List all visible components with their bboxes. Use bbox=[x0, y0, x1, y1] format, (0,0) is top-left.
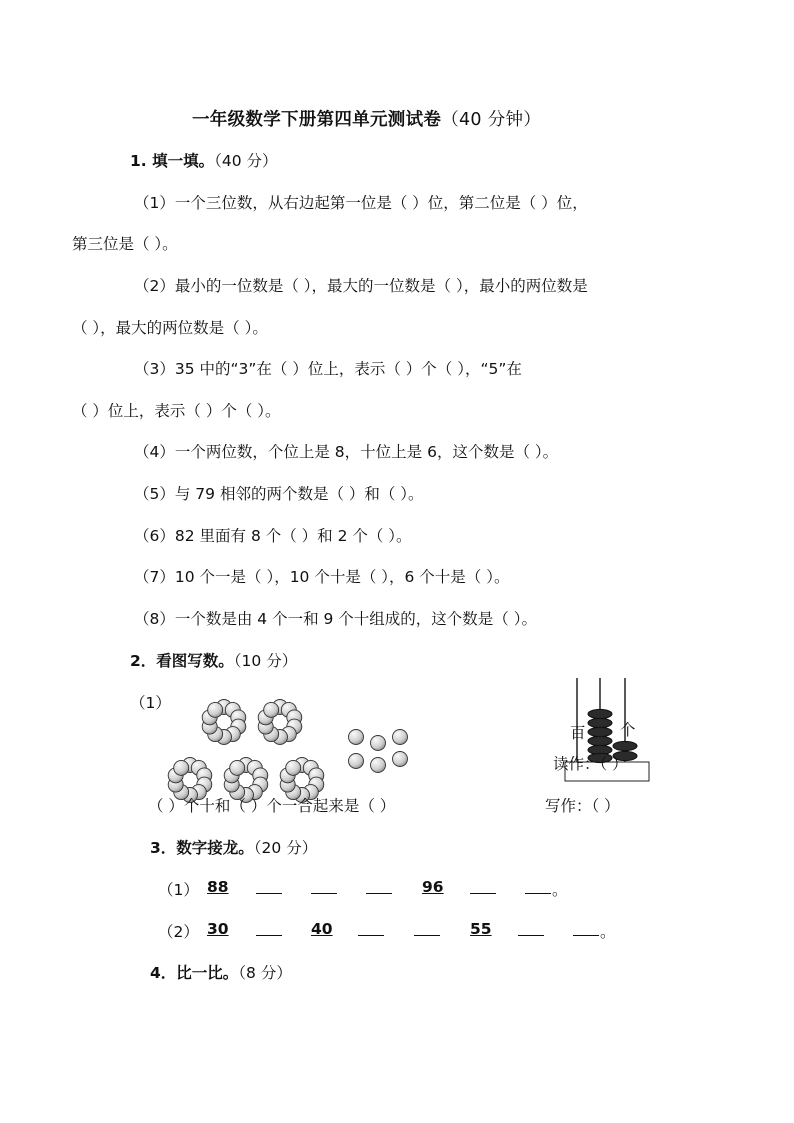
chain-row-2: （2） bbox=[158, 923, 199, 941]
tens-rod-bead bbox=[588, 709, 612, 718]
chain-2-value-b: 40 bbox=[311, 920, 333, 938]
section-4-heading: 4．比一比。（8 分） bbox=[150, 964, 292, 982]
s2-item-label: （1） bbox=[130, 694, 171, 712]
chain-1-blank-3[interactable] bbox=[366, 893, 392, 894]
section-1-heading: 1. 填一填。（40 分） bbox=[130, 152, 278, 170]
chain-2-blank-3[interactable] bbox=[414, 935, 440, 936]
chain-1-blank-1[interactable] bbox=[256, 893, 282, 894]
read-as-line: 读作：（ ） bbox=[553, 755, 628, 773]
chain-row-1: （1） bbox=[158, 881, 199, 899]
q6-line: （6）82 里面有 8 个（ ）和 2 个（ ）。 bbox=[134, 527, 412, 545]
q2-line-a: （2）最小的一位数是（ ），最大的一位数是（ ），最小的两位数是 bbox=[134, 277, 588, 295]
chain-2-blank-1[interactable] bbox=[256, 935, 282, 936]
abacus-hundreds-label: 百 bbox=[570, 724, 586, 742]
section-2-heading: 2．看图写数。（10 分） bbox=[130, 652, 298, 670]
s2-left-caption: （ ）个十和（ ）个一合起来是（ ） bbox=[148, 797, 396, 815]
q5-line: （5）与 79 相邻的两个数是（ ）和（ ）。 bbox=[134, 485, 424, 503]
chain-1-blank-2[interactable] bbox=[311, 893, 337, 894]
q3-line-a: （3）35 中的“3”在（ ）位上，表示（ ）个（ ），“5”在 bbox=[134, 360, 522, 378]
chain-2-value-a: 30 bbox=[207, 920, 229, 938]
tens-rod-bead bbox=[588, 727, 612, 736]
chain-2-value-c: 55 bbox=[470, 920, 492, 938]
tens-rod-bead bbox=[588, 718, 612, 727]
chain-1-value-a: 88 bbox=[207, 878, 229, 896]
chain-1-value-b: 96 bbox=[422, 878, 444, 896]
tens-rod-bead bbox=[588, 736, 612, 745]
title-time: （40 分钟） bbox=[441, 110, 542, 130]
abacus-ones-label: 个 bbox=[620, 721, 636, 739]
chain-2-end: 。 bbox=[600, 923, 616, 941]
page-title: 一年级数学下册第四单元测试卷（40 分钟） bbox=[192, 110, 542, 130]
chain-2-blank-5[interactable] bbox=[573, 935, 599, 936]
q4-line: （4）一个两位数，个位上是 8，十位上是 6，这个数是（ ）。 bbox=[134, 443, 559, 461]
ones-rod-bead bbox=[613, 741, 637, 750]
q3-line-b: （ ）位上，表示（ ）个（ ）。 bbox=[72, 402, 281, 420]
section-3-heading: 3．数字接龙。（20 分） bbox=[150, 839, 318, 857]
write-as-line: 写作：（ ） bbox=[545, 797, 620, 815]
q7-line: （7）10 个一是（ ），10 个十是（ ），6 个十是（ ）。 bbox=[134, 568, 510, 586]
chain-1-blank-4[interactable] bbox=[470, 893, 496, 894]
q8-line: （8）一个数是由 4 个一和 9 个十组成的，这个数是（ ）。 bbox=[134, 610, 537, 628]
chain-2-blank-2[interactable] bbox=[358, 935, 384, 936]
q1-line-a: （1）一个三位数，从右边起第一位是（ ）位，第二位是（ ）位， bbox=[134, 194, 588, 212]
q2-line-b: （ ），最大的两位数是（ ）。 bbox=[72, 319, 268, 337]
chain-1-blank-5[interactable] bbox=[525, 893, 551, 894]
chain-1-end: 。 bbox=[552, 881, 568, 899]
q1-line-b: 第三位是（ ）。 bbox=[72, 235, 178, 253]
chain-2-blank-4[interactable] bbox=[518, 935, 544, 936]
